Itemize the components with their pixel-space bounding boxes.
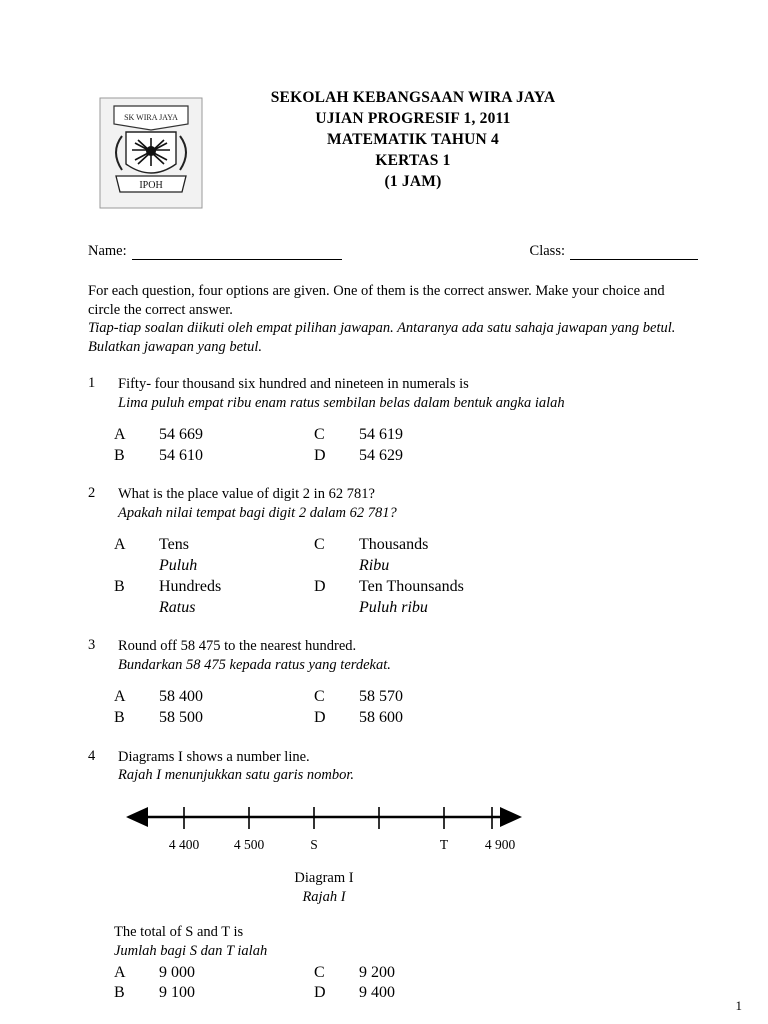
option-b-text: 54 610: [159, 446, 203, 464]
question-1-stem-english: Fifty- four thousand six hundred and nineteen in numerals is: [118, 376, 469, 393]
option-b[interactable]: [114, 983, 314, 1004]
question-1-number: 1: [88, 375, 96, 392]
option-d-text: [359, 577, 464, 619]
name-label: Name:: [88, 243, 127, 259]
question-3: [88, 637, 698, 675]
option-row: [114, 535, 514, 577]
option-a-text-malay: Puluh: [159, 556, 198, 574]
school-crest-icon: [96, 94, 206, 212]
instructions-malay: Tiap-tiap soalan diikuti oleh empat pilihan jawapan. Antaranya ada satu sahaja jawapan yang betul. Bulatkan jawapan yang betul.: [88, 320, 676, 355]
number-line-tick-label-4: T: [439, 837, 449, 853]
number-line-svg: [114, 801, 534, 835]
instructions-block: [88, 282, 698, 356]
option-row: [114, 425, 514, 446]
number-line-tick-label-5: 4 900: [484, 837, 516, 853]
name-input-line[interactable]: [132, 247, 342, 260]
option-c-text: 54 619: [359, 425, 403, 443]
option-a[interactable]: [114, 687, 314, 708]
question-4-stem-malay: Rajah I menunjukkan satu garis nombor.: [118, 767, 355, 784]
option-b-letter: B: [114, 984, 125, 1002]
option-b-text-malay: Ratus: [159, 598, 196, 616]
option-c-text: [359, 535, 428, 577]
option-d-text: 54 629: [359, 446, 403, 464]
question-3-stem-english: Round off 58 475 to the nearest hundred.: [118, 638, 357, 655]
option-row: [114, 446, 514, 467]
option-b-text-english: Hundreds: [159, 577, 222, 595]
option-d-text-malay: Puluh ribu: [359, 598, 428, 616]
question-4-number: 4: [88, 747, 96, 764]
document-header: [88, 80, 698, 215]
option-c-letter: C: [314, 963, 325, 981]
exam-name: UJIAN PROGRESIF 1, 2011: [315, 109, 511, 127]
option-b-text: 9 100: [159, 984, 195, 1002]
question-4-stem-english: Diagrams I shows a number line.: [118, 748, 310, 765]
option-a-letter: A: [114, 688, 126, 706]
option-c-letter: C: [314, 688, 325, 706]
option-c-text: 58 570: [359, 688, 403, 706]
option-c-text-malay: Ribu: [359, 556, 390, 574]
number-line-diagram: [114, 801, 534, 857]
option-row: [114, 983, 514, 1004]
school-name: SEKOLAH KEBANGSAAN WIRA JAYA: [270, 89, 556, 106]
paper-name: KERTAS 1: [375, 151, 451, 169]
question-1: [88, 375, 698, 413]
option-b-letter: B: [114, 446, 125, 464]
option-c[interactable]: [314, 535, 514, 577]
question-4-tail-malay: Jumlah bagi S dan T ialah: [114, 942, 268, 959]
crest-ribbon-text: IPOH: [139, 180, 163, 191]
option-row: [114, 708, 514, 729]
option-d-text: 58 600: [359, 708, 403, 726]
question-2-number: 2: [88, 485, 96, 502]
option-row: [114, 577, 514, 619]
option-b[interactable]: [114, 708, 314, 729]
question-1-stem-malay: Lima puluh empat ribu enam ratus sembilan belas dalam bentuk angka ialah: [118, 395, 565, 412]
number-line-labels: [114, 837, 534, 857]
option-d[interactable]: [314, 577, 514, 619]
svg-text:SK WIRA JAYA: SK WIRA JAYA: [124, 113, 178, 122]
question-2-stem-malay: Apakah nilai tempat bagi digit 2 dalam 62 781?: [118, 505, 397, 522]
option-b-letter: B: [114, 708, 125, 726]
option-c[interactable]: [314, 687, 514, 708]
option-b[interactable]: [114, 446, 314, 467]
instructions-english: For each question, four options are given. One of them is the correct answer. Make your choice and circle the correct answer.: [88, 283, 665, 318]
number-line-tick-label-3: S: [310, 837, 318, 853]
option-d[interactable]: [314, 708, 514, 729]
option-d-letter: D: [314, 984, 326, 1002]
option-a-letter: A: [114, 425, 126, 443]
option-a-text: 58 400: [159, 688, 203, 706]
option-a-text: 9 000: [159, 963, 195, 981]
number-line-tick-label-1: 4 400: [168, 837, 200, 853]
option-c-text-english: Thousands: [359, 536, 429, 554]
option-a-text: 54 669: [159, 425, 203, 443]
option-d-text: 9 400: [359, 984, 395, 1002]
question-2-stem-english: What is the place value of digit 2 in 62 781?: [118, 486, 375, 503]
question-2: [88, 485, 698, 523]
option-a-letter: A: [114, 963, 126, 981]
question-2-options: [114, 535, 514, 618]
option-b-text: 58 500: [159, 708, 203, 726]
question-4-tail-english: The total of S and T is: [114, 924, 244, 940]
option-a[interactable]: [114, 425, 314, 446]
class-input-line[interactable]: [570, 247, 698, 260]
option-d-text-english: Ten Thounsands: [359, 577, 464, 595]
diagram-caption-malay: Rajah I: [302, 889, 346, 906]
option-row: [114, 687, 514, 708]
diagram-caption: [114, 869, 534, 907]
option-d-letter: D: [314, 577, 326, 595]
candidate-details-row: [88, 243, 698, 260]
option-d[interactable]: [314, 446, 514, 467]
page-number: 1: [735, 998, 742, 1013]
option-c-letter: C: [314, 425, 325, 443]
option-a[interactable]: [114, 963, 314, 984]
question-4-options: [114, 963, 514, 1005]
option-c-text: 9 200: [359, 963, 395, 981]
diagram-caption-english: Diagram I: [294, 870, 354, 887]
option-a-letter: A: [114, 536, 126, 554]
number-line-tick-label-2: 4 500: [233, 837, 265, 853]
option-c[interactable]: [314, 963, 514, 984]
class-label: Class:: [529, 243, 565, 259]
option-d-letter: D: [314, 446, 326, 464]
option-b-letter: B: [114, 577, 125, 595]
option-c[interactable]: [314, 425, 514, 446]
question-3-number: 3: [88, 637, 96, 654]
option-b-text: [159, 577, 221, 619]
question-3-options: [114, 687, 514, 729]
question-3-stem-malay: Bundarkan 58 475 kepada ratus yang terdekat.: [118, 657, 391, 674]
option-a-text: [159, 535, 197, 577]
subject-name: MATEMATIK TAHUN 4: [327, 130, 499, 148]
question-1-options: [114, 425, 514, 467]
duration: (1 JAM): [384, 172, 442, 190]
option-a[interactable]: [114, 535, 314, 577]
option-d-letter: D: [314, 708, 326, 726]
option-row: [114, 963, 514, 984]
question-4-tail: [114, 923, 698, 961]
option-a-text-english: Tens: [159, 536, 189, 554]
option-c-letter: C: [314, 536, 325, 554]
option-b[interactable]: [114, 577, 314, 619]
option-d[interactable]: [314, 983, 514, 1004]
question-4: [88, 748, 698, 786]
